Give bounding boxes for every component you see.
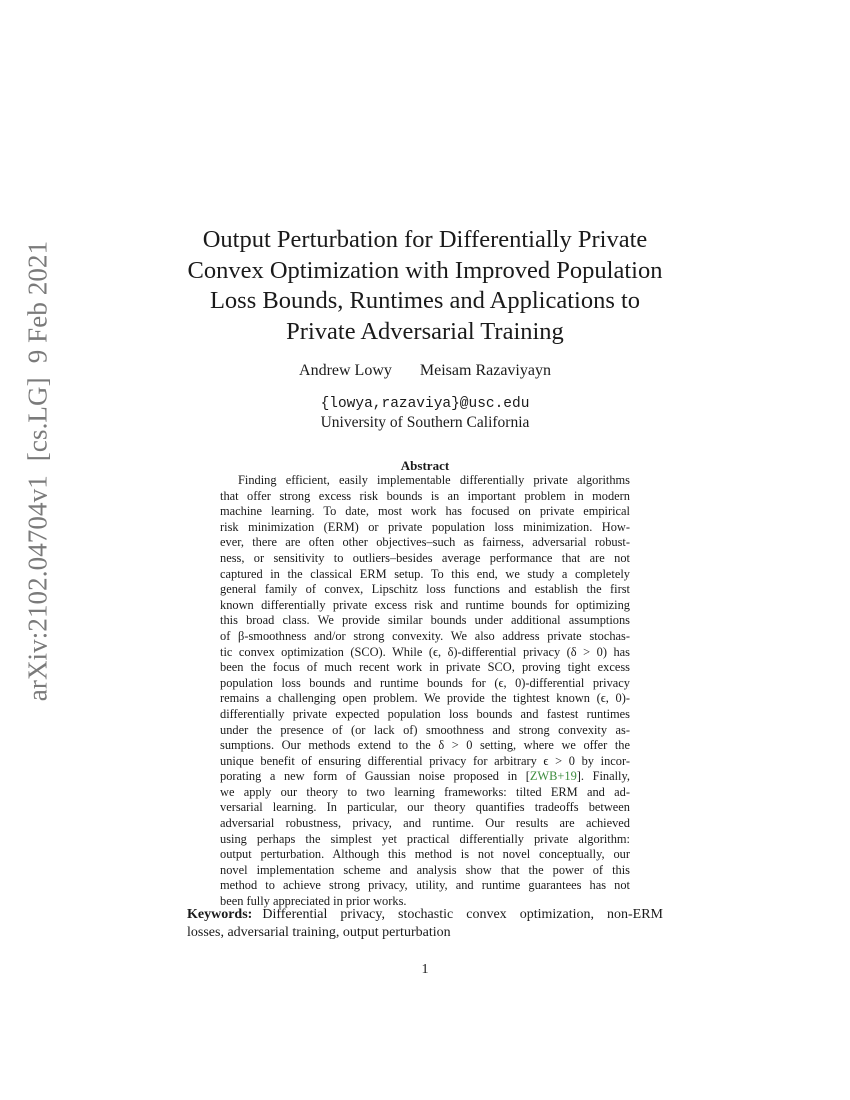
abstract-line: adversarial robustness, privacy, and runtime. Our results are achieved [220,816,630,831]
abstract-line-with-citation[interactable]: porating a new form of Gaussian noise proposed in [ZWB+19]. Finally, [220,769,630,784]
abstract-line: that offer strong excess risk bounds is an important problem in modern [220,488,630,503]
arxiv-stamp [23,241,54,701]
abstract-line: novel implementation scheme and analysis show that the power of this [220,862,630,877]
abstract-line: risk minimization (ERM) or private population loss minimization. How- [220,519,630,534]
title-line: Loss Bounds, Runtimes and Applications to [209,287,641,314]
abstract-line: been fully appreciated in prior works. [220,894,407,909]
author-name: Andrew Lowy [299,362,392,379]
abstract-line: Finding efficient, easily implementable differentially private algorithms [238,473,630,487]
arxiv-category: [cs.LG] [22,377,53,462]
keywords-line [187,906,663,924]
author-affiliation: University of Southern California [320,414,530,431]
abstract-line: under the presence of (or lack of) smoothness and strong convexity as- [220,722,630,737]
abstract-line: sumptions. Our methods extend to the δ > 0 setting, where we offer the [220,738,630,753]
arxiv-id[interactable]: arXiv:2102.04704v1 [22,475,53,702]
abstract-body [220,473,630,910]
abstract-line: output perturbation. Although this method is not novel conceptually, our [220,847,630,862]
title-line: Convex Optimization with Improved Population [187,256,663,284]
abstract-line: been the focus of much recent work in private SCO, proving tight excess [220,660,630,675]
keywords-text: Differential privacy, stochastic convex optimization, non-ERM [262,907,663,922]
abstract-line: using perhaps the simplest yet practical differentially private algorithm: [220,831,630,846]
author-list [150,361,700,381]
abstract-line: population loss bounds and runtime bounds for (ϵ, 0)-differential privacy [220,675,630,690]
arxiv-date: 9 Feb 2021 [22,240,53,364]
abstract-line: ever, there are often other objectives–such as fairness, adversarial robust- [220,535,630,550]
abstract-line: method to achieve strong privacy, utility, and runtime guarantees has not [220,878,630,893]
abstract-line: tic convex optimization (SCO). While (ϵ, δ)-differential privacy (δ > 0) has [220,644,630,659]
abstract-line: general family of convex, Lipschitz loss functions and establish the first [220,582,630,597]
abstract-line: captured in the classical ERM setup. To this end, we study a completely [220,566,630,581]
abstract-line: unique benefit of ensuring differential privacy for arbitrary ϵ > 0 by incor- [220,753,630,768]
author-email[interactable]: {lowya,razaviya}@usc.edu [320,396,530,412]
keywords-section [187,906,663,942]
abstract-line: this broad class. We provide similar bounds under additional assumptions [220,613,630,628]
citation-link[interactable]: ZWB+19 [529,769,577,784]
abstract-line: differentially private expected population loss bounds and fastest runtimes [220,706,630,721]
keywords-line: losses, adversarial training, output perturbation [187,925,451,940]
keywords-label: Keywords: [187,907,253,922]
title-line: Private Adversarial Training [286,317,564,345]
abstract-line: we apply our theory to two learning frameworks: tilted ERM and ad- [220,784,630,799]
page-number: 1 [421,962,429,977]
abstract-line: known differentially private excess risk and runtime bounds for optimizing [220,597,630,612]
abstract-heading: Abstract [400,458,450,473]
title-line: Output Perturbation for Differentially Private [202,226,648,253]
author-name: Meisam Razaviyayn [419,362,551,379]
abstract-line: machine learning. To date, most work has focused on private empirical [220,504,630,519]
arxiv-sidebar [16,240,60,702]
paper-title [150,225,700,347]
abstract-line: ness, or sensitivity to outliers–besides average performance that are not [220,550,630,565]
abstract-line: remains a challenging open problem. We provide the tightest known (ϵ, 0)- [220,691,630,706]
abstract-line: of β-smoothness and/or strong convexity. We also address private stochas- [220,628,630,643]
abstract-line: versarial learning. In particular, our theory quantifies tradeoffs between [220,800,630,815]
